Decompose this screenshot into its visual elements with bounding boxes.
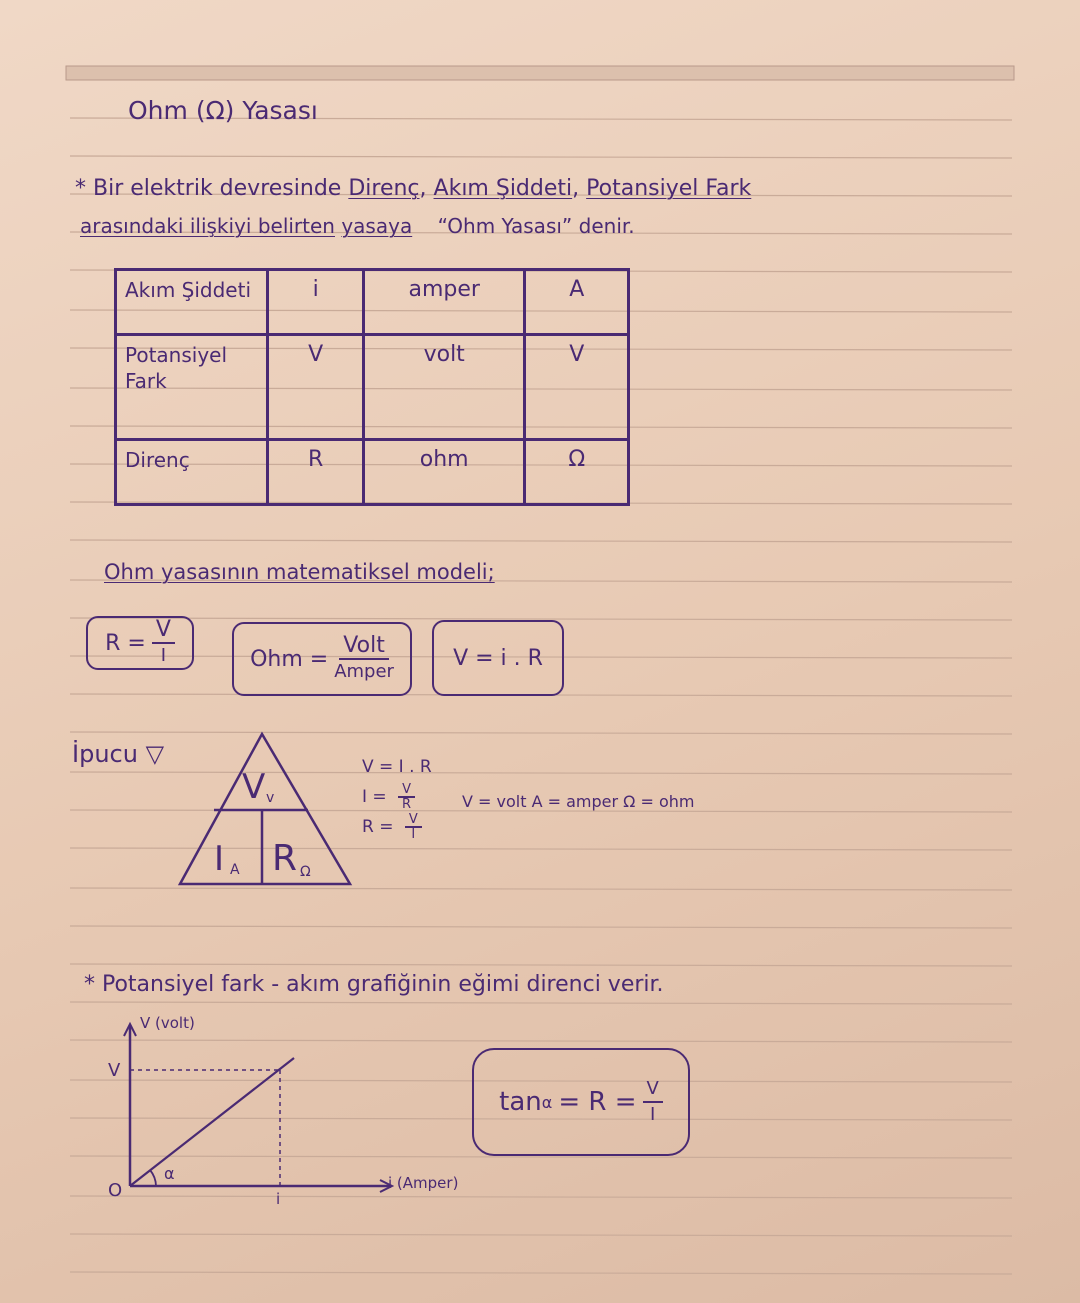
tan-sub: α <box>541 1092 553 1112</box>
intro-text-2b: yasaya <box>341 214 413 238</box>
tip-equations <box>362 752 432 842</box>
tip-eq-2-den: R <box>402 797 412 812</box>
unit-symbol-cell: V <box>525 334 629 440</box>
quantity-cell: Potansiyel Fark <box>116 334 268 440</box>
formula-1-lhs: R = <box>105 630 146 656</box>
math-model-heading: Ohm yasasının matematiksel modeli; <box>104 560 495 584</box>
intro-line-1: * Bir elektrik devresinde Direnç, Akım Şiddeti, Potansiyel Fark <box>75 176 752 201</box>
formula-2-den: Amper <box>334 661 394 682</box>
quantity-cell: Direnç <box>116 440 268 505</box>
unit-cell: volt <box>363 334 524 440</box>
y-axis-label: V (volt) <box>140 1014 195 1032</box>
y-tick-label: V <box>108 1060 121 1081</box>
tip-icon: ▽ <box>145 740 165 768</box>
formula-box-2 <box>232 622 412 696</box>
tan-fraction <box>643 1077 663 1127</box>
formula-1-fraction <box>152 618 175 668</box>
unit-symbol-cell: A <box>525 270 629 335</box>
table-row <box>116 334 629 440</box>
symbol-cell: i <box>268 270 364 335</box>
formula-1-den: I <box>160 645 167 666</box>
tip-eq-3-den: I <box>411 827 416 842</box>
page-top-edge <box>66 66 1014 80</box>
x-axis-label: i (Amper) <box>388 1174 459 1192</box>
tip-eq-2-num: V <box>398 783 415 798</box>
unit-cell: amper <box>363 270 524 335</box>
table-row <box>116 270 629 335</box>
tip-label <box>72 740 164 768</box>
symbol-cell: R <box>268 440 364 505</box>
formula-2-fraction <box>334 634 394 684</box>
tip-eq-3 <box>362 812 432 842</box>
tip-eq-1: V = I . R <box>362 757 432 777</box>
tip-eq-2-fraction <box>398 783 415 811</box>
tip-eq-2 <box>362 782 432 812</box>
intro-text-1: Bir elektrik devresinde <box>93 176 342 201</box>
angle-label: α <box>164 1164 175 1183</box>
tan-num: V <box>643 1077 663 1103</box>
triangle-left-sub: A <box>230 862 240 878</box>
symbol-cell: V <box>268 334 364 440</box>
origin-label: O <box>108 1180 123 1201</box>
triangle-top-letter: V <box>242 767 266 807</box>
star-bullet: * <box>75 176 86 201</box>
triangle-right-sub: Ω <box>300 864 311 880</box>
tip-label-text: İpucu <box>72 740 138 768</box>
tan-rest: = R = <box>558 1087 637 1117</box>
table-row <box>116 440 629 505</box>
unit-cell: ohm <box>363 440 524 505</box>
angle-arc <box>150 1170 156 1186</box>
unit-legend: V = volt A = amper Ω = ohm <box>462 792 695 811</box>
intro-text-2a: arasındaki ilişkiyi belirten <box>80 214 335 238</box>
page-title: Ohm (Ω) Yasası <box>128 96 318 125</box>
triangle-left-letter: I <box>214 839 225 879</box>
x-tick-label: i <box>276 1190 281 1208</box>
law-name: “Ohm Yasası” denir. <box>437 214 635 238</box>
tip-eq-3-num: V <box>405 813 422 828</box>
graph-line <box>130 1058 294 1186</box>
units-table <box>114 268 630 506</box>
unit-symbol-cell: Ω <box>525 440 629 505</box>
tip-eq-3-lhs: R = <box>362 817 394 837</box>
triangle-top-sub: v <box>266 790 275 806</box>
intro-line-2 <box>80 214 635 238</box>
formula-1-num: V <box>152 618 175 644</box>
ohm-triangle <box>176 730 356 890</box>
term-potansiyel-fark: Potansiyel Fark <box>586 176 752 201</box>
graph-heading: * Potansiyel fark - akım grafiğinin eğimi direnci verir. <box>84 972 664 997</box>
formula-2-num: Volt <box>339 634 389 660</box>
tip-eq-3-fraction <box>405 813 422 841</box>
tangent-formula-box <box>472 1048 690 1156</box>
quantity-cell: Akım Şiddeti <box>116 270 268 335</box>
formula-2-lhs: Ohm = <box>250 646 329 672</box>
tip-eq-2-lhs: I = <box>362 787 387 807</box>
term-akim-siddeti: Akım Şiddeti <box>433 176 573 201</box>
tan-den: I <box>650 1104 656 1125</box>
triangle-right-letter: R <box>272 838 298 879</box>
term-direnc: Direnç <box>348 176 420 201</box>
formula-box-1 <box>86 616 194 670</box>
formula-box-3: V = i . R <box>432 620 564 696</box>
tan-lhs: tan <box>499 1087 542 1117</box>
